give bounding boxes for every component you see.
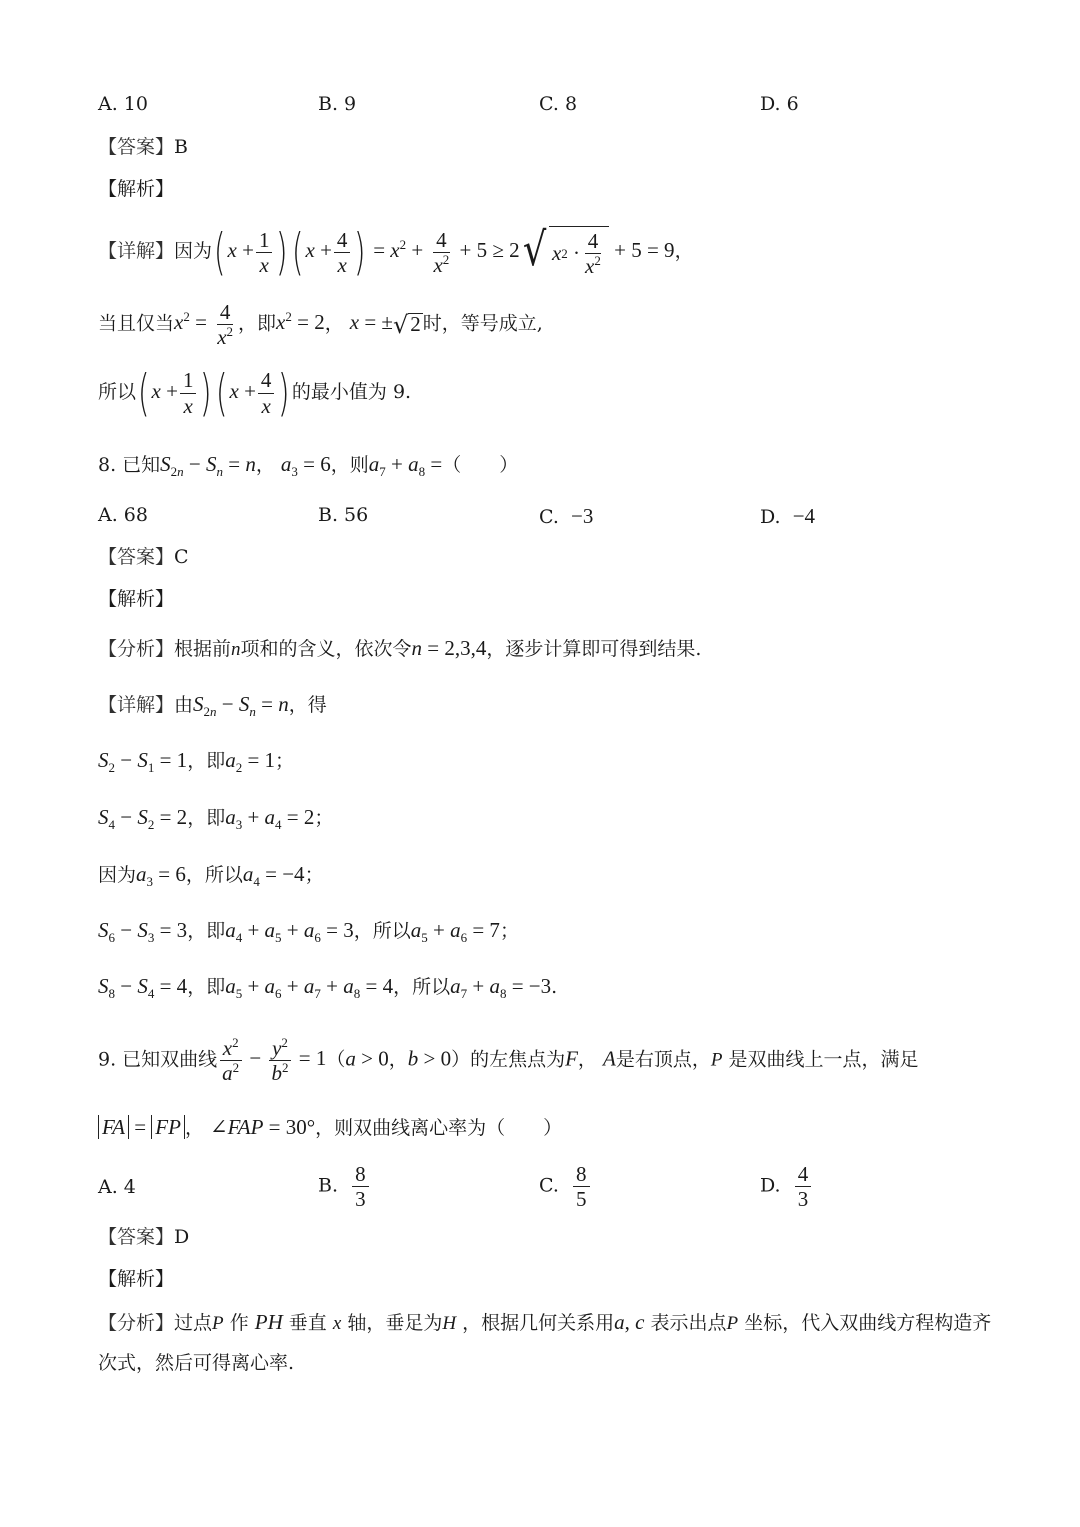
- q8-step-2: [98, 807, 333, 831]
- punct: ；: [314, 807, 334, 829]
- q8-step-1: [98, 750, 294, 774]
- fenxi-text: ，逐步计算即可得到结果.: [486, 638, 702, 660]
- math-expression: n = 2,3,4: [411, 636, 487, 660]
- step-text: 因为: [98, 864, 137, 886]
- stem-text: 是双曲线上一点，满足: [728, 1048, 919, 1071]
- fenxi-text: 垂直: [288, 1312, 327, 1334]
- answer-value: D: [174, 1226, 190, 1248]
- denominator: 3: [797, 1187, 809, 1212]
- stem-text: 是右顶点，: [615, 1048, 711, 1071]
- q7-analysis-tag: 【解析】: [98, 178, 175, 200]
- math-expression: A: [602, 1046, 616, 1071]
- q9-option-a: A. 4: [98, 1176, 136, 1198]
- q9-analysis-tag: 【解析】: [98, 1268, 175, 1290]
- answer-tag: 【答案】: [98, 1226, 175, 1248]
- stem-text: 8. 已知: [98, 454, 161, 476]
- q9-stem-line-2: [98, 1117, 562, 1138]
- option-value: −3: [571, 504, 594, 528]
- var-h: H: [442, 1313, 457, 1334]
- punct: ，: [255, 454, 275, 476]
- punct: （: [326, 1048, 346, 1071]
- math-expression: b > 0: [407, 1046, 452, 1071]
- math-expression: FA = FP: [98, 1115, 185, 1139]
- detail-tag: 【详解】: [98, 239, 175, 262]
- punct: ，: [674, 239, 694, 262]
- fenxi-tag: 【分析】: [98, 1312, 175, 1334]
- punct: ；: [275, 750, 295, 772]
- q8-option-c: [539, 506, 593, 527]
- option-label: D.: [760, 1174, 781, 1197]
- stem-text: （ ）: [442, 454, 519, 476]
- q8-step-4: [98, 920, 519, 944]
- numerator: 8: [352, 1162, 369, 1187]
- detail-text: 由: [174, 694, 194, 716]
- answer-tag: 【答案】: [98, 136, 175, 158]
- math-expression: $S_4 - S_2 = 2$: [98, 805, 188, 833]
- math-expression: $a_4 + a_5 + a_6 = 3$: [225, 918, 354, 946]
- detail-text: ，得: [288, 694, 327, 716]
- denominator: 3: [355, 1187, 366, 1212]
- punct: ，: [577, 1048, 597, 1071]
- q9-answer-line: [98, 1228, 189, 1247]
- math-expression: $a_4 = -4$: [242, 862, 305, 890]
- step-text: ，即: [187, 750, 226, 772]
- math-expression: F: [565, 1046, 578, 1071]
- punct: ；: [304, 864, 324, 886]
- punct: .: [551, 976, 558, 998]
- stem-text: ，则: [330, 454, 369, 476]
- option-value: −4: [792, 504, 816, 528]
- math-expression: $x^2 = 2$: [276, 309, 325, 335]
- fenxi-text: 坐标，代入双曲线方程构造齐: [744, 1312, 992, 1334]
- q7-condition-line: [98, 300, 543, 349]
- math-expression: $a_3 = 6$: [136, 862, 186, 890]
- fenxi-text: 作: [229, 1312, 249, 1334]
- step-text: ，即: [187, 976, 226, 998]
- q7-option-d: D. 6: [760, 93, 799, 115]
- punct: ，: [324, 312, 344, 335]
- q8-option-b: B. 56: [318, 504, 369, 526]
- detail-text: 因为: [174, 239, 213, 262]
- q8-option-d: [760, 506, 815, 527]
- concl-text: 的最小值为 9.: [291, 380, 412, 403]
- stem-text: ，则双曲线离心率为（ ）: [315, 1117, 563, 1139]
- math-expression: $S_2 - S_1 = 1$: [98, 748, 188, 776]
- answer-value: C: [174, 546, 189, 568]
- q8-fenxi-line: [98, 638, 701, 659]
- cond-text: ，即: [238, 312, 277, 335]
- cond-text: 时，等号成立,: [422, 312, 543, 335]
- q7-detail-line: [98, 222, 694, 282]
- option-label: C.: [539, 1174, 559, 1197]
- math-expression: $S_8 - S_4 = 4$: [98, 974, 188, 1002]
- fenxi-text: 轴，垂足为: [347, 1312, 443, 1334]
- math-expression: $a_5 + a_6 + a_7 + a_8 = 4$: [225, 974, 394, 1002]
- q8-step-3: [98, 864, 324, 888]
- answer-tag: 【答案】: [98, 546, 175, 568]
- q9-option-d: [760, 1162, 813, 1211]
- math-expression: a, c: [614, 1310, 645, 1334]
- q8-option-a: A. 68: [98, 504, 148, 526]
- option-fraction: [795, 1162, 812, 1211]
- math-expression: $S_{2n} - S_n = n$: [160, 452, 256, 480]
- math-expression: x = ± √ 2: [349, 310, 421, 339]
- q7-answer-line: [98, 138, 188, 157]
- option-label: D.: [760, 506, 781, 528]
- q8-analysis-tag: 【解析】: [98, 588, 175, 610]
- var-p: P: [710, 1049, 723, 1071]
- q8-stem: [98, 454, 518, 478]
- stem-text: ）的左焦点为: [451, 1048, 566, 1071]
- q8-step-5: [98, 976, 557, 1000]
- fenxi-text: 根据前: [174, 638, 232, 660]
- denominator: 5: [576, 1187, 587, 1212]
- fenxi-text: 项和的含义，依次令: [240, 638, 412, 660]
- var-n: n: [231, 639, 241, 660]
- punct: ，: [388, 1048, 408, 1071]
- q7-option-c: C. 8: [539, 93, 578, 115]
- option-fraction: [573, 1162, 590, 1211]
- math-expression: (x + $\frac{1}{x}$ )(x + $\frac{4}{x}$ ): [137, 364, 291, 422]
- math-expression: (x + $\frac{1}{x}$ )(x + $\frac{4}{x}$ ) = $x^2$ + $\frac{4}{x^2}$ + 5 ≥ 2 √ x 2 · $\frac{4}{x^2}$ + 5 = 9: [213, 222, 675, 282]
- math-expression: $a_7 + a_8 = -3$: [450, 974, 552, 1002]
- q9-stem-line-1: [98, 1036, 919, 1085]
- var-p: P: [726, 1313, 739, 1334]
- fenxi-text: ，根据几何关系用: [462, 1312, 615, 1334]
- punct: ；: [499, 920, 519, 942]
- math-expression: $a_7 + a_8$ =: [368, 452, 443, 480]
- numerator: 4: [795, 1162, 812, 1187]
- var-x: x: [332, 1313, 342, 1334]
- fenxi-text: 过点: [174, 1312, 213, 1334]
- step-text: ，即: [187, 920, 226, 942]
- math-expression: $a_5 + a_6 = 7$: [410, 918, 500, 946]
- step-text: ，所以: [393, 976, 451, 998]
- math-expression: $S_6 - S_3 = 3$: [98, 918, 188, 946]
- math-expression: $\frac{x^2}{a^2}$ − $\frac{y^2}{b^2}$ = 1: [217, 1046, 326, 1070]
- option-fraction: [352, 1162, 369, 1211]
- math-expression: $a_2 = 1$: [225, 748, 276, 776]
- q8-answer-line: [98, 548, 189, 567]
- cond-text: 当且仅当: [98, 312, 175, 335]
- option-label: B.: [318, 1174, 339, 1197]
- math-expression: $x^2$ = $\frac{4}{x^2}$: [174, 300, 234, 350]
- detail-tag: 【详解】: [98, 694, 175, 716]
- option-label: C.: [539, 506, 559, 528]
- answer-value: B: [174, 136, 188, 158]
- q9-fenxi-line-1: [98, 1312, 991, 1333]
- q7-conclusion-line: [98, 364, 412, 422]
- math-expression: ∠FAP = 30°: [210, 1115, 316, 1139]
- fenxi-tag: 【分析】: [98, 638, 175, 660]
- q9-option-b: [318, 1162, 371, 1211]
- math-expression: PH: [254, 1310, 283, 1334]
- q7-option-a: A. 10: [98, 93, 148, 115]
- fenxi-text: 表示出点: [650, 1312, 727, 1334]
- step-text: ，即: [187, 807, 226, 829]
- q9-option-c: [539, 1162, 592, 1211]
- q9-fenxi-line-2: 次式，然后可得离心率.: [98, 1352, 295, 1374]
- numerator: 8: [573, 1162, 590, 1187]
- concl-text: 所以: [98, 380, 137, 403]
- q7-option-b: B. 9: [318, 93, 357, 115]
- stem-text: 9. 已知双曲线: [98, 1048, 218, 1071]
- math-expression: a > 0: [345, 1046, 389, 1071]
- step-text: ，所以: [185, 864, 243, 886]
- math-expression: $a_3 = 6$: [280, 452, 331, 480]
- punct: ，: [184, 1117, 204, 1139]
- var-p: P: [212, 1313, 224, 1334]
- step-text: ，所以: [353, 920, 411, 942]
- math-expression: $S_{2n} - S_n = n$: [193, 692, 289, 720]
- q8-detail-line: [98, 694, 327, 718]
- math-expression: $a_3 + a_4 = 2$: [225, 805, 315, 833]
